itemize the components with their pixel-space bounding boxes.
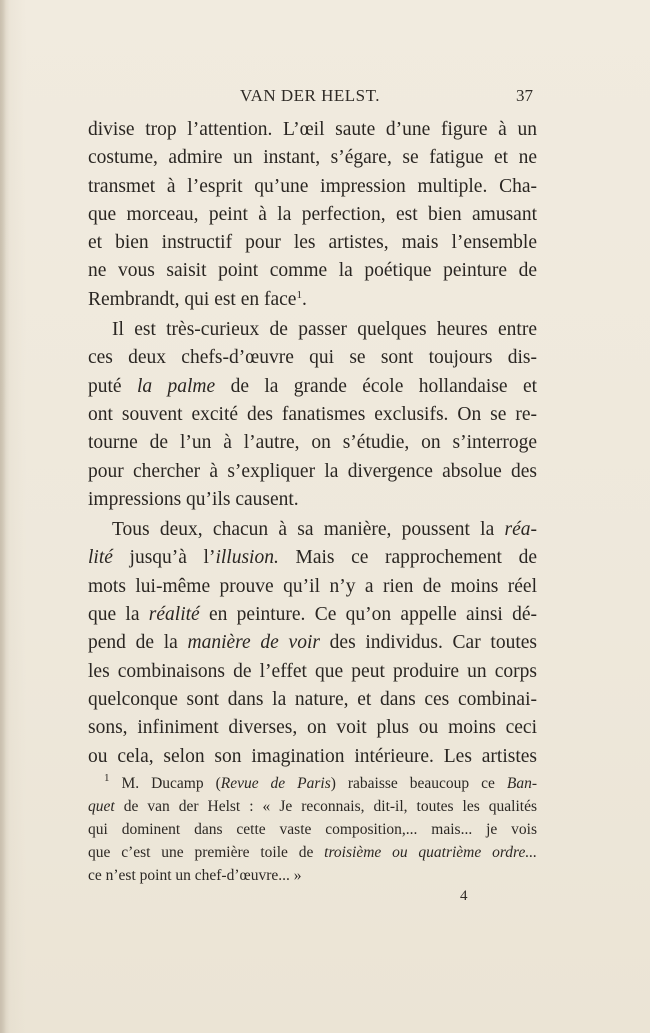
text-line: pour chercher à s’expliquer la divergence absolue des <box>88 460 537 482</box>
text-line: transmet à l’esprit qu’une impression multiple. Cha- <box>88 175 537 197</box>
text-line <box>88 286 537 314</box>
text-line <box>88 629 537 657</box>
text-line: tourne de l’un à l’autre, on s’étudie, on s’interroge <box>88 432 537 454</box>
running-title: VAN DER HELST. <box>240 86 381 105</box>
italic-phrase: quet <box>88 798 115 815</box>
text-line: sons, infiniment diverses, on voit plus ou moins ceci <box>88 717 537 739</box>
footnote-line: qui dominent dans cette vaste composition,... mais... je vois <box>88 821 537 838</box>
text-line: et bien instructif pour les artistes, mais l’ensemble <box>88 232 537 254</box>
italic-phrase: la palme <box>136 375 216 397</box>
running-header <box>88 86 533 112</box>
text-line: divise trop l’attention. L’œil saute d’une figure à un <box>88 119 537 140</box>
text-segment: des individus. Car toutes <box>319 632 537 654</box>
text-line: impressions qu’ils causent. <box>88 488 299 510</box>
text-line <box>88 373 537 401</box>
footnote-line: ce n’est point un chef-d’œuvre... » <box>88 867 302 884</box>
text-line: Il est très-curieux de passer quelques heures entre <box>112 319 537 341</box>
text-line <box>88 544 537 572</box>
text-line: ont souvent excité des fanatismes exclusifs. On se re- <box>88 403 537 425</box>
italic-phrase: réalité <box>148 604 200 626</box>
text-segment: . <box>301 288 307 310</box>
text-line: les combinaisons de l’effet que peut produire un corps <box>88 660 537 682</box>
text-segment: pend de la <box>88 632 188 654</box>
text-segment: que la <box>88 604 149 626</box>
text-line: que morceau, peint à la perfection, est bien amusant <box>88 203 537 225</box>
text-line: ou cela, selon son imagination intérieure. Les artistes <box>88 745 537 767</box>
text-line <box>88 516 537 544</box>
text-segment: Tous deux, chacun à sa manière, poussent la <box>112 519 505 541</box>
italic-phrase: Ban- <box>506 775 537 792</box>
text-segment: de van der Helst : « Je reconnais, dit-il, toutes les qualités <box>114 798 537 815</box>
text-line: costume, admire un instant, s’égare, se fatigue et ne <box>88 147 537 169</box>
text-segment: M. Ducamp ( <box>109 775 221 792</box>
text-line: mots lui-même prouve qu’il n’y a rien de moins réel <box>88 575 537 597</box>
text-line: ces deux chefs-d’œuvre qui se sont toujours dis- <box>88 347 537 369</box>
text-segment: puté <box>88 375 137 397</box>
page-gutter-shadow <box>0 0 6 1033</box>
italic-phrase: Revue de Paris <box>220 775 331 792</box>
text-segment: en peinture. Ce qu’on appelle ainsi dé- <box>199 604 538 626</box>
text-segment: que c’est une première toile de <box>88 844 325 861</box>
italic-phrase: réa- <box>504 519 537 541</box>
footnote-reference: 1 <box>296 288 302 301</box>
main-text <box>88 116 537 771</box>
footnote-line <box>88 795 537 818</box>
footnote <box>88 772 537 887</box>
text-segment: Mais ce rapprochement de <box>278 547 537 569</box>
text-line <box>88 601 537 629</box>
page-number: 37 <box>516 86 533 105</box>
italic-phrase: lité <box>88 547 113 569</box>
footnote-line <box>88 772 537 795</box>
italic-phrase: illusion. <box>215 547 279 569</box>
text-segment: Rembrandt, qui est en face <box>88 288 297 310</box>
italic-phrase: troisième ou quatrième ordre... <box>324 844 537 861</box>
italic-phrase: manière de voir <box>187 632 320 654</box>
footnote-line <box>88 841 537 864</box>
text-segment: jusqu’à l’ <box>112 547 216 569</box>
signature-mark: 4 <box>460 888 468 904</box>
text-line: ne vous saisit point comme la poétique peinture de <box>88 260 537 282</box>
text-line: quelconque sont dans la nature, et dans ces combinai- <box>88 688 537 710</box>
text-segment: de la grande école hollandaise et <box>215 375 538 397</box>
footnote-marker: 1 <box>104 772 110 784</box>
text-segment: ) rabaisse beaucoup ce <box>330 775 507 792</box>
